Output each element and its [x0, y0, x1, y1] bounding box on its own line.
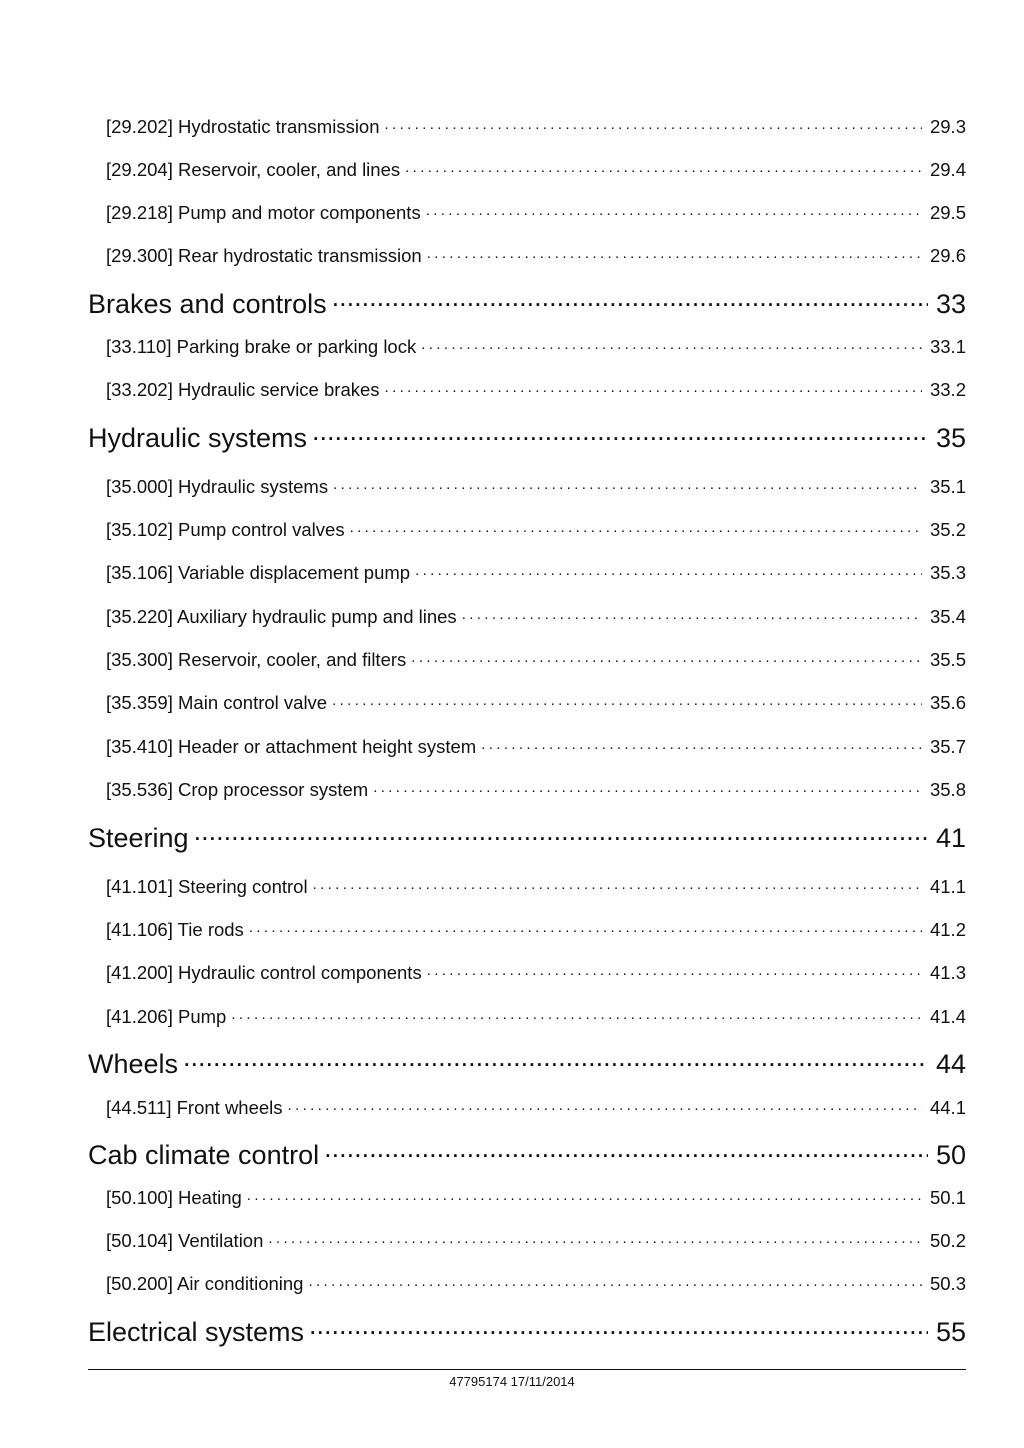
toc-entry[interactable] — [106, 874, 966, 898]
leader-dots — [324, 1137, 928, 1164]
toc-entry[interactable] — [106, 1095, 966, 1119]
leader-dots — [385, 377, 922, 396]
toc-entry[interactable] — [106, 647, 966, 671]
toc-entry-page: 35.7 — [929, 735, 966, 757]
toc-entry-label: [29.300] Rear hydrostatic transmission — [106, 244, 422, 266]
toc-entry-label: [29.218] Pump and motor components — [106, 201, 421, 223]
toc-entry-label: [35.359] Main control valve — [106, 691, 328, 713]
toc-section-heading[interactable] — [88, 1314, 966, 1348]
toc-entry-page: 41.4 — [929, 1005, 966, 1027]
toc-entry-label: [33.202] Hydraulic service brakes — [106, 378, 380, 400]
toc-entry-page: 50.3 — [929, 1272, 966, 1294]
toc-section-label: Wheels — [88, 1049, 179, 1079]
toc-section-label: Brakes and controls — [88, 289, 327, 319]
toc-entry-page: 33.1 — [929, 335, 966, 357]
leader-dots — [405, 157, 922, 176]
toc-entry[interactable] — [106, 474, 966, 498]
toc-entry-label: [29.202] Hydrostatic transmission — [106, 115, 380, 137]
toc-section-heading[interactable] — [88, 820, 966, 854]
toc-section-page: 33 — [935, 289, 966, 319]
toc-entry-label: [44.511] Front wheels — [106, 1096, 283, 1118]
toc-entry[interactable] — [106, 917, 966, 941]
leader-dots — [427, 243, 922, 262]
footer-rule — [88, 1369, 966, 1370]
toc-entry-label: [33.110] Parking brake or parking lock — [106, 335, 417, 357]
toc-entry-label: [41.101] Steering control — [106, 875, 308, 897]
toc-entry[interactable] — [106, 1228, 966, 1252]
toc-entry-page: 35.3 — [929, 561, 966, 583]
leader-dots — [350, 517, 922, 536]
leader-dots — [231, 1004, 922, 1023]
toc-entry-label: [50.100] Heating — [106, 1186, 242, 1208]
toc-entry-label: [35.102] Pump control valves — [106, 518, 345, 540]
leader-dots — [481, 734, 922, 753]
leader-dots — [421, 334, 922, 353]
toc-entry-page: 50.2 — [929, 1229, 966, 1251]
toc-entry-page: 50.1 — [929, 1186, 966, 1208]
leader-dots — [411, 647, 922, 666]
toc-entry-page: 29.4 — [929, 158, 966, 180]
toc-entry[interactable] — [106, 1271, 966, 1295]
toc-entry-label: [35.000] Hydraulic systems — [106, 475, 329, 497]
toc-entry[interactable] — [106, 690, 966, 714]
toc-entry-page: 35.6 — [929, 691, 966, 713]
toc-entry[interactable] — [106, 1185, 966, 1209]
toc-entry-page: 35.4 — [929, 605, 966, 627]
toc-entry-page: 35.1 — [929, 475, 966, 497]
toc-entry-label: [50.200] Air conditioning — [106, 1272, 304, 1294]
toc-section-label: Electrical systems — [88, 1317, 305, 1347]
leader-dots — [373, 777, 922, 796]
toc-entry[interactable] — [106, 1004, 966, 1028]
toc-section-heading[interactable] — [88, 420, 966, 454]
toc-entry-page: 44.1 — [929, 1096, 966, 1118]
toc-entry[interactable] — [106, 334, 966, 358]
toc-entry-label: [35.300] Reservoir, cooler, and filters — [106, 648, 407, 670]
page-footer: 47795174 17/11/2014 — [449, 1374, 575, 1389]
toc-entry-page: 41.3 — [929, 961, 966, 983]
leader-dots — [385, 114, 922, 133]
leader-dots — [332, 286, 928, 313]
leader-dots — [308, 1271, 922, 1290]
leader-dots — [333, 474, 922, 493]
leader-dots — [247, 1185, 922, 1204]
toc-entry[interactable] — [106, 734, 966, 758]
toc-section-page: 50 — [935, 1140, 966, 1170]
toc-entry-label: [41.200] Hydraulic control components — [106, 961, 422, 983]
toc-entry-label: [50.104] Ventilation — [106, 1229, 264, 1251]
toc-entry[interactable] — [106, 777, 966, 801]
toc-section-page: 41 — [935, 823, 966, 853]
toc-entry[interactable] — [106, 960, 966, 984]
leader-dots — [268, 1228, 922, 1247]
toc-entry[interactable] — [106, 243, 966, 267]
toc-entry[interactable] — [106, 377, 966, 401]
leader-dots — [183, 1046, 928, 1073]
toc-entry-page: 29.6 — [929, 244, 966, 266]
toc-entry-label: [41.106] Tie rods — [106, 918, 244, 940]
toc-entry-label: [41.206] Pump — [106, 1005, 227, 1027]
toc-section-heading[interactable] — [88, 1046, 966, 1080]
toc-entry[interactable] — [106, 157, 966, 181]
toc-section-heading[interactable] — [88, 1137, 966, 1171]
toc-entry-page: 35.5 — [929, 648, 966, 670]
leader-dots — [313, 874, 922, 893]
toc-section-page: 35 — [935, 423, 966, 453]
toc-entry[interactable] — [106, 114, 966, 138]
leader-dots — [288, 1095, 922, 1114]
leader-dots — [312, 420, 928, 447]
toc-entry-label: [35.106] Variable displacement pump — [106, 561, 411, 583]
leader-dots — [462, 604, 922, 623]
leader-dots — [426, 200, 922, 219]
toc-section-page: 44 — [935, 1049, 966, 1079]
toc-entry-label: [35.536] Crop processor system — [106, 778, 369, 800]
toc-section-heading[interactable] — [88, 286, 966, 320]
toc-entry-page: 41.1 — [929, 875, 966, 897]
leader-dots — [249, 917, 922, 936]
toc-entry-label: [35.410] Header or attachment height system — [106, 735, 477, 757]
toc-entry-page: 29.3 — [929, 115, 966, 137]
toc-section-page: 55 — [935, 1317, 966, 1347]
leader-dots — [194, 820, 928, 847]
toc-entry[interactable] — [106, 560, 966, 584]
leader-dots — [415, 560, 922, 579]
leader-dots — [332, 690, 922, 709]
toc-section-label: Cab climate control — [88, 1140, 320, 1170]
toc-entry-page: 35.2 — [929, 518, 966, 540]
toc-entry-page: 35.8 — [929, 778, 966, 800]
toc-entry-label: [29.204] Reservoir, cooler, and lines — [106, 158, 401, 180]
toc-entry[interactable] — [106, 200, 966, 224]
toc-entry-label: [35.220] Auxiliary hydraulic pump and lines — [106, 605, 457, 627]
leader-dots — [427, 960, 922, 979]
leader-dots — [309, 1314, 928, 1341]
toc-section-label: Steering — [88, 823, 189, 853]
toc-section-label: Hydraulic systems — [88, 423, 308, 453]
toc-entry[interactable] — [106, 604, 966, 628]
toc-entry-page: 41.2 — [929, 918, 966, 940]
toc-entry-page: 33.2 — [929, 378, 966, 400]
toc-entry-page: 29.5 — [929, 201, 966, 223]
toc-entry[interactable] — [106, 517, 966, 541]
